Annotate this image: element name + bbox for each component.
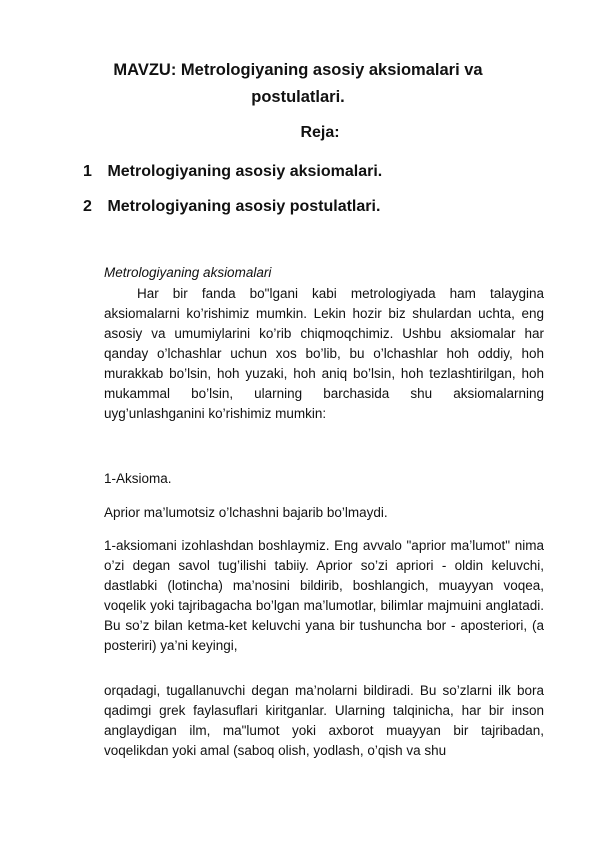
plan-item [83,196,380,218]
paragraph-continuation: orqadagi, tugallanuvchi degan ma’nolarni bildiradi. Bu so’zlarni ilk bora qadimgi grek faylasuflari kiritganlar. Ularning talqinicha, har bir inson anglaydigan ilm, ma"lumot yoki axborot muayyan bir tajribadan, voqelikdan yoki amal (saboq olish, yodlash, o’qish va shu [104,683,544,758]
plan-item-text: Metrologiyaning asosiy postulatlari. [107,198,381,215]
plan-item [83,161,382,183]
plan-item-number: 1 [83,163,92,180]
plan-item-text: Metrologiyaning asosiy aksiomalari. [107,163,383,180]
plan-item-number: 2 [83,198,92,215]
plan-heading: Reja: [300,124,340,141]
paragraph-intro: Har bir fanda bo"lgani kabi metrologiyada ham talaygina aksiomalarni ko’rishimiz mumkin. Lekin hozir biz shulardan uchta, eng asosiy va umumiylarini ko’rib chiqmoqchimiz. Ushbu aksiomalar har qanday o’lchashlar uchun xos bo’lib, bu o’lchashlar hoh oddiy, hoh murakkab bo’lsin, hoh yuzaki, hoh aniq bo’lsin, hoh tezlashtirilgan, hoh mukammal bo’lsin, ularning barchasida shu aksiomalarning uyg’unlashganini ko’rishimiz mumkin: [104,286,544,421]
document-title: MAVZU: Metrologiyaning asosiy aksiomalari va postulatlari. [113,61,483,106]
section-subheading: Metrologiyaning aksiomalari [104,265,272,280]
axiom-label: 1-Aksioma. [104,471,172,486]
paragraph-axiom-explanation: 1-aksiomani izohlashdan boshlaymiz. Eng avvalo "aprior ma’lumot" nima o’zi degan savol tug’ilishi tabiiy. Aprior so’zi apriori - oldin keluvchi, dastlabki (lotincha) ma’nosini bildirib, boshlangich, muayyan voqea, voqelik yoki tajribagacha bo’lgan ma’lumotlar, bilimlar majmuini anglatadi. Bu so’z bilan ketma-ket keluvchi yana bir tushuncha bor - aposteriori, (a posteriri) ya’ni keyingi, [104,538,544,653]
axiom-statement: Aprior ma’lumotsiz o’lchashni bajarib bo’lmaydi. [104,505,388,520]
